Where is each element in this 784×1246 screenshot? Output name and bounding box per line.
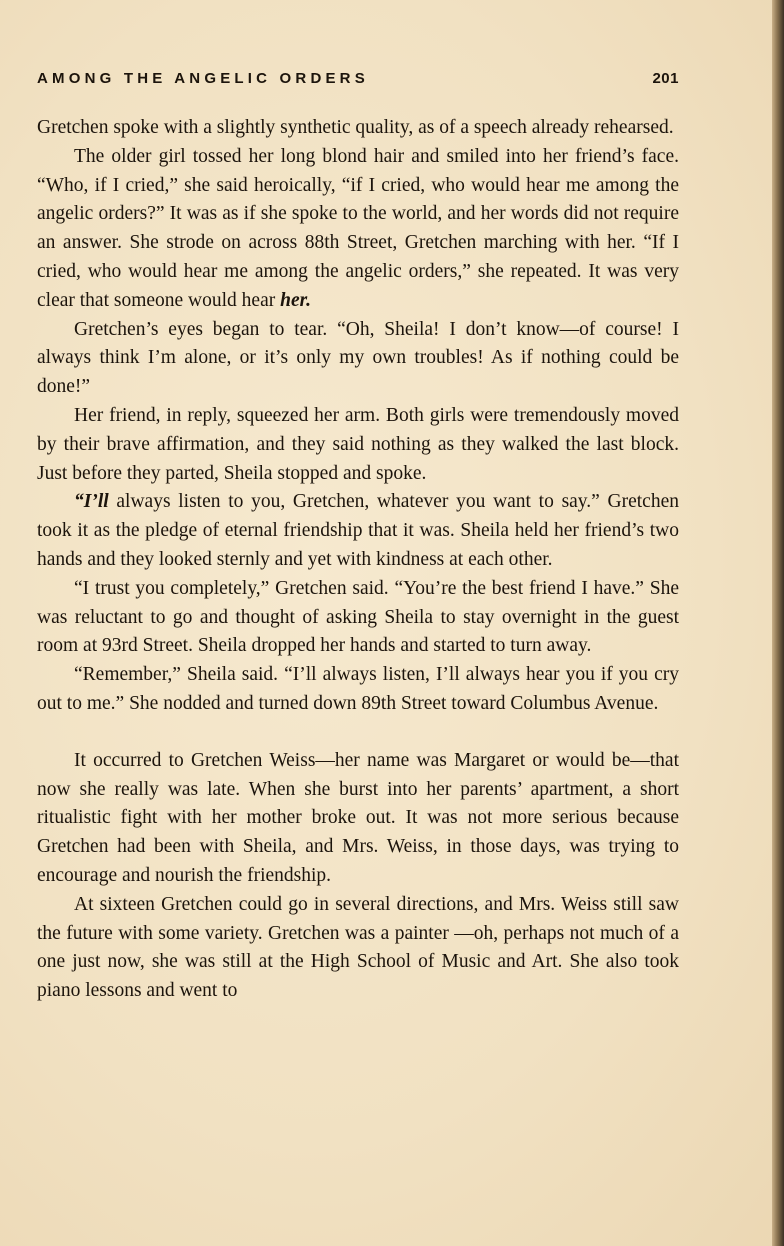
running-head: AMONG THE ANGELIC ORDERS <box>37 70 369 87</box>
emphasized-word: “I’ll <box>74 491 109 513</box>
paragraph <box>37 143 679 316</box>
paragraph: Her friend, in reply, squeezed her arm. Both girls were tremendously moved by their brave affirmation, and they said nothing as they walked the last block. Just before they parted, Sheila stopped and spoke. <box>37 404 679 484</box>
emphasized-word: her. <box>280 289 312 311</box>
paragraph: “I trust you completely,” Gretchen said. “You’re the best friend I have.” She was reluctant to go and thought of asking Sheila to stay overnight in the guest room at 93rd Street. Sheila dropped her hands and started to turn away. <box>37 577 679 657</box>
paragraph: Gretchen spoke with a slightly synthetic quality, as of a speech already rehearsed. <box>37 117 674 138</box>
paragraph: It occurred to Gretchen Weiss—her name was Margaret or would be—that now she really was late. When she burst into her parents’ apartment, a short ritualistic fight with her mother broke out. It was not more serious because Gretchen had been with Sheila, and Mrs. Weiss, in those days, was trying to encourage and nourish the friendship. <box>37 749 679 886</box>
paragraph-text: always listen to you, Gretchen, whatever you want to say.” Gretchen took it as the pledge of eternal friendship that it was. Sheila held her friend’s two hands and they looked sternly and yet with kindness at each other. <box>37 491 679 570</box>
page-number: 201 <box>652 70 679 87</box>
paragraph-text: The older girl tossed her long blond hair and smiled into her friend’s face. “Who, if I cried,” she said heroically, “if I cried, who would hear me among the angelic orders?” It was as if she spoke to the world, and her words did not require an answer. She strode on across 88th Street, Gretchen marching with her. “If I cried, who would hear me among the angelic orders,” she repeated. It was very clear that someone would hear <box>37 145 679 311</box>
page-header <box>37 70 679 94</box>
paragraph: Gretchen’s eyes began to tear. “Oh, Sheila! I don’t know—of course! I always think I’m alone, or it’s only my own troubles! As if nothing could be done!” <box>37 318 679 398</box>
paragraph: “Remember,” Sheila said. “I’ll always listen, I’ll always hear you if you cry out to me.” She nodded and turned down 89th Street toward Columbus Avenue. <box>37 664 679 714</box>
body-text <box>37 114 679 1006</box>
paragraph <box>37 488 679 574</box>
book-spine-shadow <box>772 0 784 1246</box>
paragraph: At sixteen Gretchen could go in several directions, and Mrs. Weiss still saw the future with some variety. Gretchen was a painter —oh, perhaps not much of a one just now, she was still at the High School of Music and Art. She also took piano lessons and went to <box>37 893 679 1002</box>
